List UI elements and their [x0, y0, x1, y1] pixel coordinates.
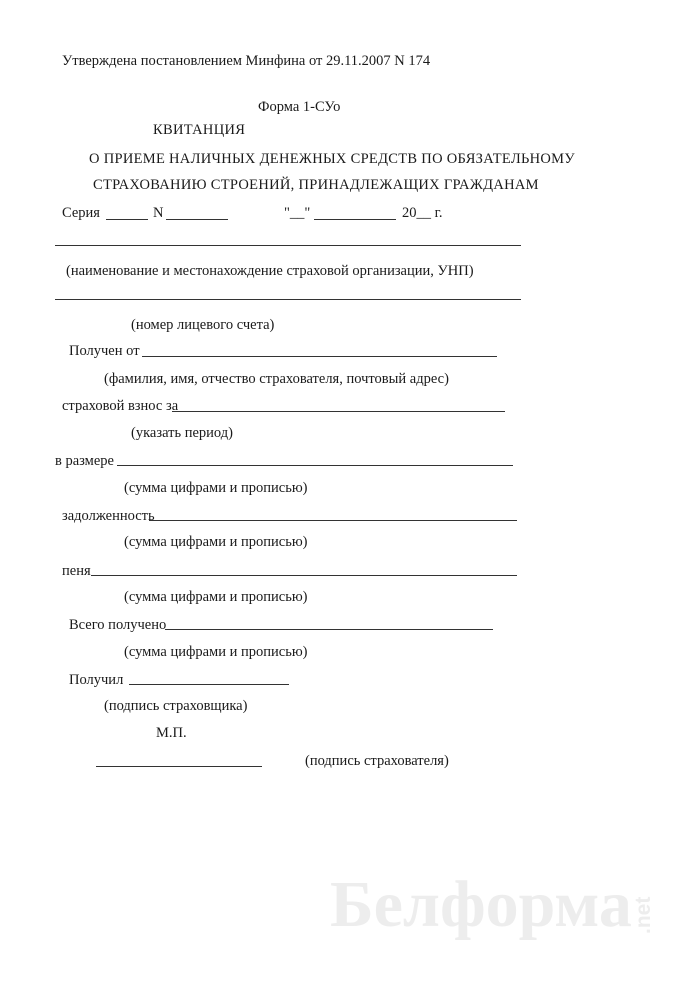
debt-caption: (сумма цифрами и прописью) — [124, 534, 308, 550]
premium-for-field-line[interactable] — [172, 411, 505, 412]
document-subtitle-line2: СТРАХОВАНИЮ СТРОЕНИЙ, ПРИНАДЛЕЖАЩИХ ГРАЖДАНАМ — [93, 177, 539, 193]
document-subtitle-line1: О ПРИЕМЕ НАЛИЧНЫХ ДЕНЕЖНЫХ СРЕДСТВ ПО ОБЯЗАТЕЛЬНОМУ — [89, 151, 575, 167]
received-from-field-line[interactable] — [142, 356, 497, 357]
approval-note: Утверждена постановлением Минфина от 29.11.2007 N 174 — [62, 53, 431, 69]
received-from-label: Получен от — [69, 343, 140, 359]
penalty-field-line[interactable] — [91, 575, 517, 576]
date-month-field-line[interactable] — [314, 219, 396, 220]
insured-signature-line[interactable] — [96, 766, 262, 767]
debt-label: задолженность — [62, 508, 155, 524]
number-label: N — [153, 205, 164, 221]
amount-label: в размере — [55, 453, 114, 469]
insured-signature-caption: (подпись страхователя) — [305, 753, 449, 769]
organization-field-line[interactable] — [55, 245, 521, 246]
stamp-label: М.П. — [156, 725, 187, 741]
number-field-line[interactable] — [166, 219, 228, 220]
series-field-line[interactable] — [106, 219, 148, 220]
organization-caption: (наименование и местонахождение страховой организации, УНП) — [66, 263, 474, 279]
total-field-line[interactable] — [165, 629, 493, 630]
account-caption: (номер лицевого счета) — [131, 317, 275, 333]
watermark-suffix-text: .net — [632, 896, 655, 934]
series-label: Серия — [62, 205, 100, 221]
account-field-line[interactable] — [55, 299, 521, 300]
premium-for-label: страховой взнос за — [62, 398, 179, 414]
date-day-field[interactable]: "__" — [284, 205, 311, 221]
amount-caption: (сумма цифрами и прописью) — [124, 480, 308, 496]
debt-field-line[interactable] — [149, 520, 517, 521]
belforma-watermark — [328, 862, 658, 942]
form-number: Форма 1-СУо — [258, 99, 341, 115]
date-year-field[interactable]: 20__ г. — [402, 205, 443, 221]
penalty-label: пеня — [62, 563, 91, 579]
document-title: КВИТАНЦИЯ — [153, 122, 246, 138]
insurer-signature-line[interactable] — [129, 684, 289, 685]
penalty-caption: (сумма цифрами и прописью) — [124, 589, 308, 605]
total-caption: (сумма цифрами и прописью) — [124, 644, 308, 660]
watermark-brand-text: Белформа — [330, 868, 632, 941]
total-label: Всего получено — [69, 617, 167, 633]
amount-field-line[interactable] — [117, 465, 513, 466]
period-caption: (указать период) — [131, 425, 233, 441]
received-by-label: Получил — [69, 672, 124, 688]
insured-caption: (фамилия, имя, отчество страхователя, почтовый адрес) — [104, 371, 449, 387]
insurer-signature-caption: (подпись страховщика) — [104, 698, 248, 714]
